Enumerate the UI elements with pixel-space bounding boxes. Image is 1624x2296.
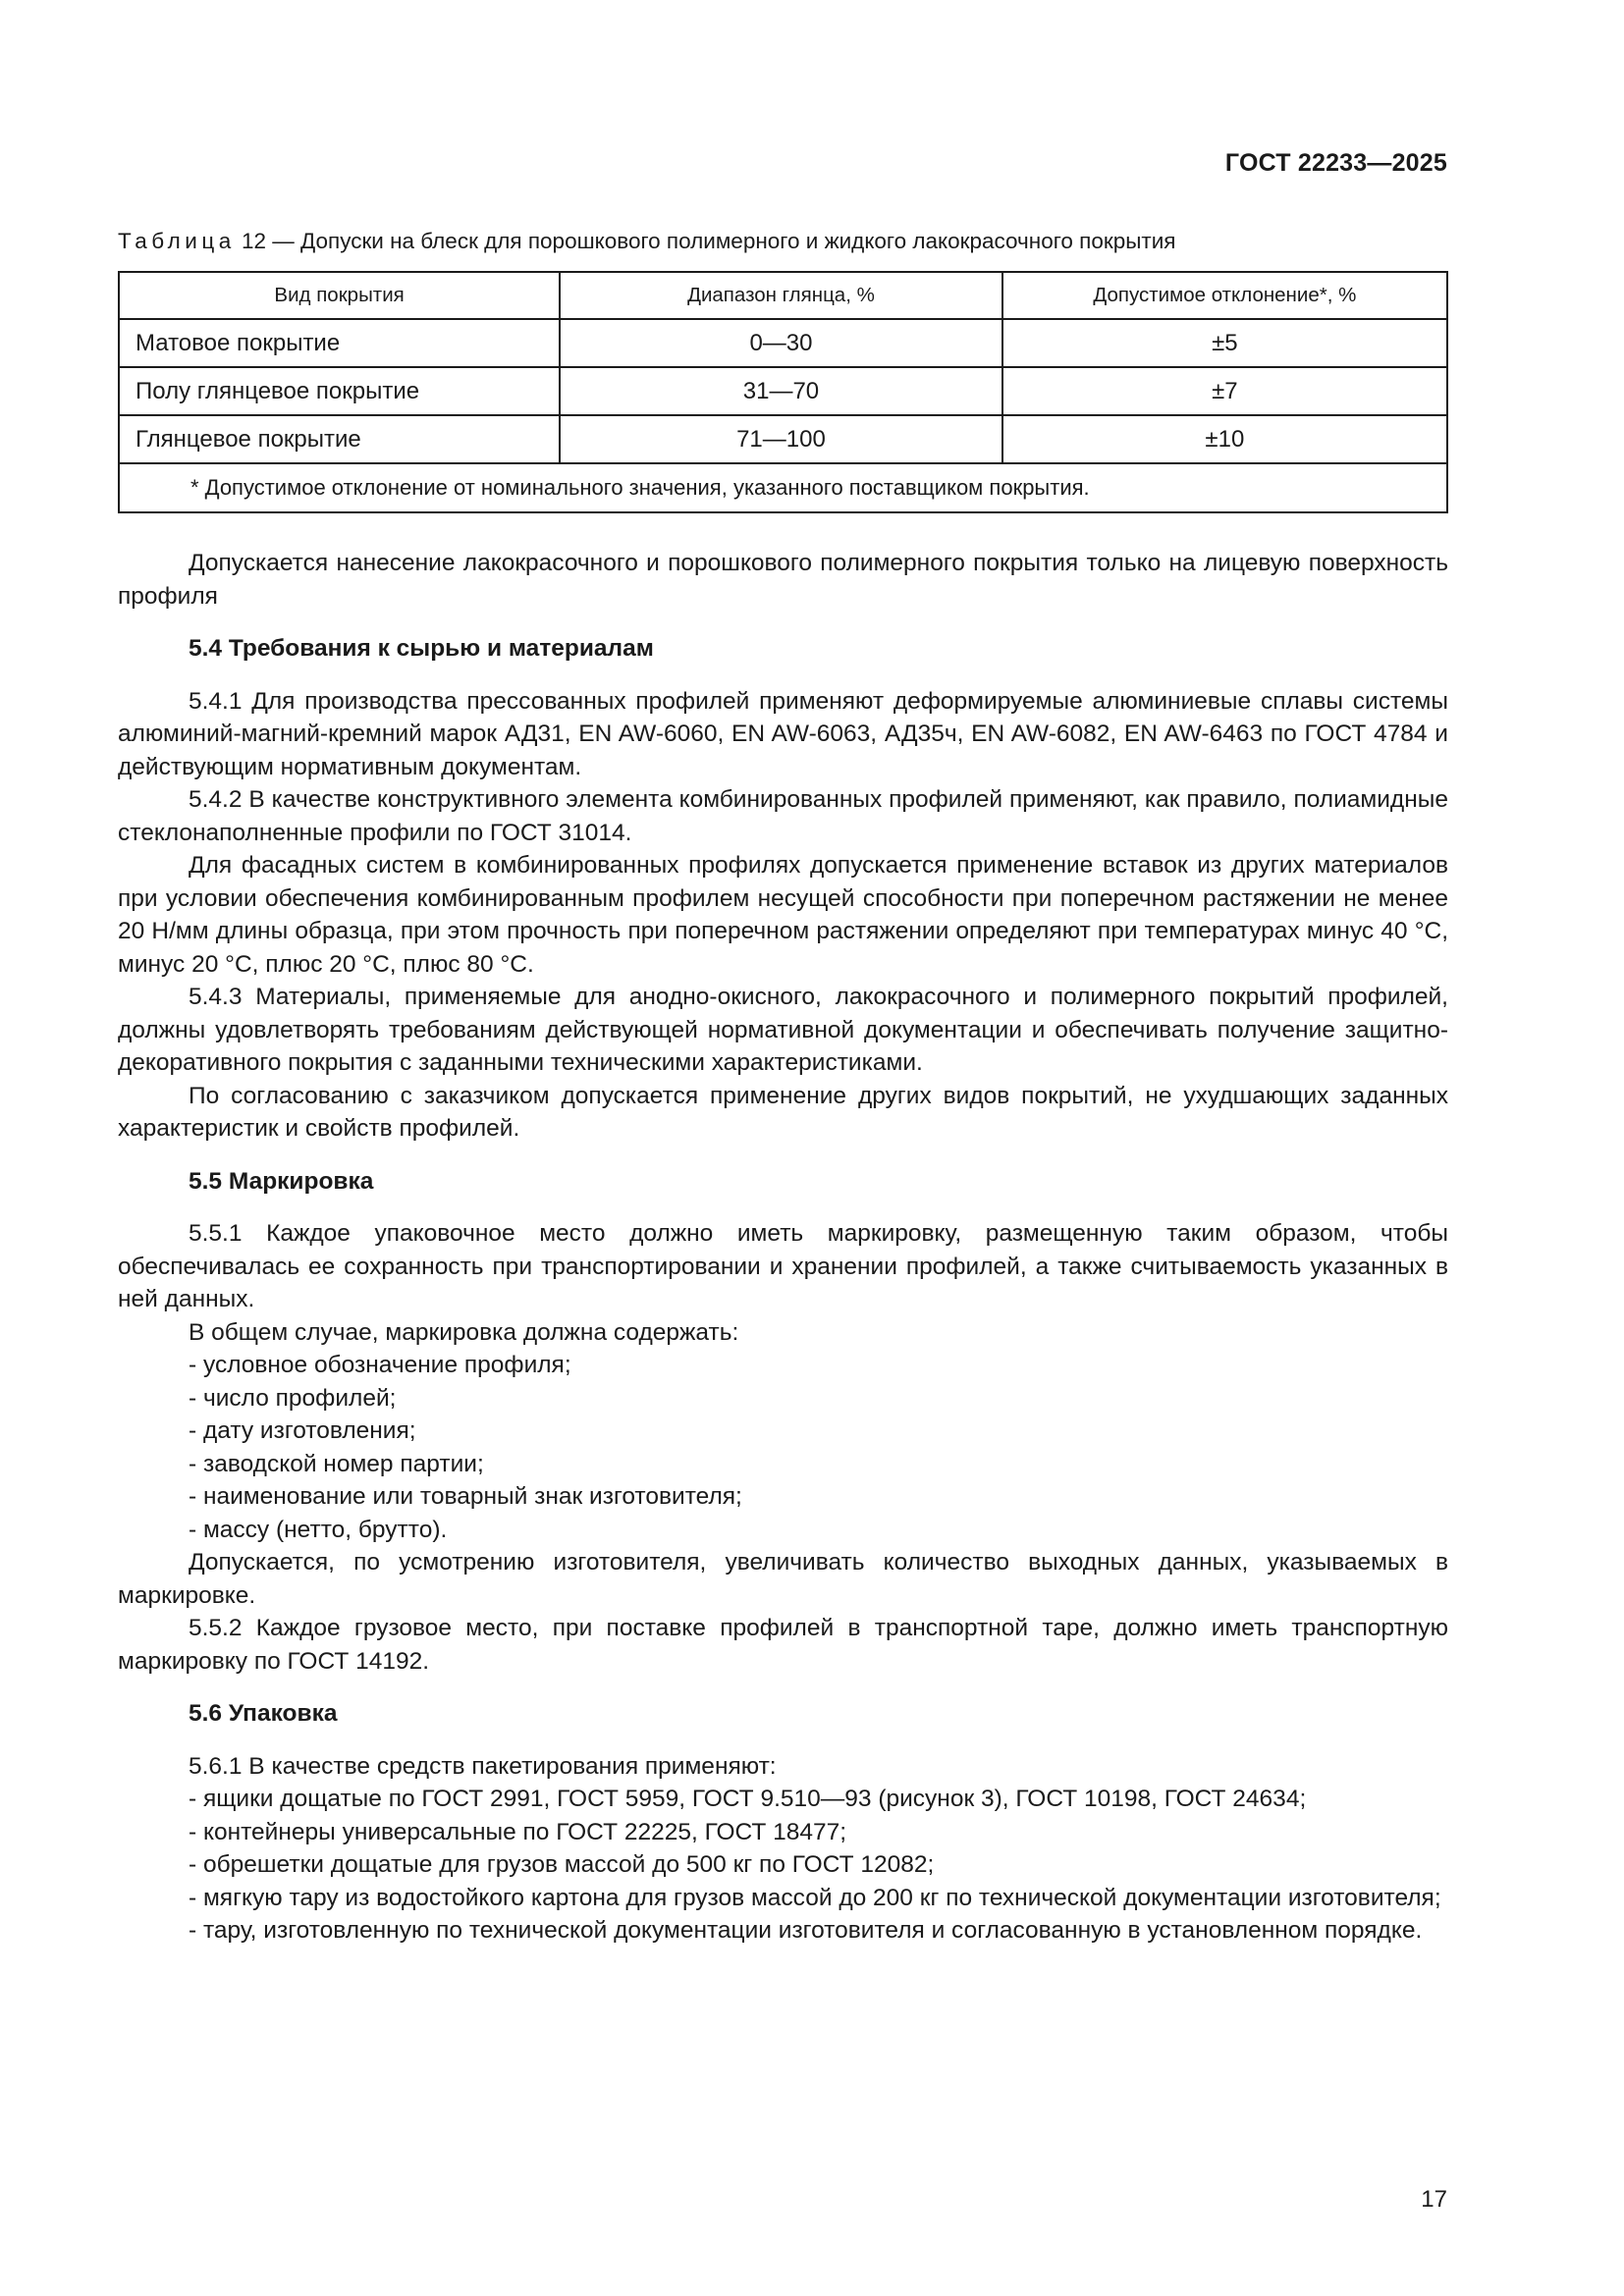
section-heading: 5.5 Маркировка <box>189 1167 374 1195</box>
list-item: - ящики дощатые по ГОСТ 2991, ГОСТ 5959, ГОСТ 9.510—93 (рисунок 3), ГОСТ 10198, ГОСТ 24634; <box>189 1786 1307 1812</box>
paragraph: Допускается нанесение лакокрасочного и порошкового полимерного покрытия только на лицевую поверхность профиля <box>118 550 1448 610</box>
section-heading: 5.4 Требования к сырью и материалам <box>189 635 654 662</box>
column-header: Диапазон глянца, % <box>560 272 1002 319</box>
list-item: - условное обозначение профиля; <box>189 1352 571 1378</box>
list-item: - тару, изготовленную по технической документации изготовителя и согласованную в установленном порядке. <box>189 1917 1423 1944</box>
page-number: 17 <box>1421 2186 1447 2213</box>
table-cell: 31—70 <box>560 367 1002 415</box>
paragraph: 5.5.1 Каждое упаковочное место должно иметь маркировку, размещенную таким образом, чтобы обеспечивалась ее сохранность при транспортировании и хранении профилей, а также считываемость указанных в ней данных. <box>118 1220 1448 1312</box>
table-footnote: * Допустимое отклонение от номинального значения, указанного поставщиком покрытия. <box>119 463 1447 512</box>
paragraph: 5.4.2 В качестве конструктивного элемента комбинированных профилей применяют, как правило, полиамидные стеклонаполненные профили по ГОСТ 31014. <box>118 786 1448 846</box>
table-row <box>119 319 1447 367</box>
document-body <box>118 547 1448 1948</box>
table-caption-prefix: Таблица <box>118 229 236 253</box>
list-item: - контейнеры универсальные по ГОСТ 22225, ГОСТ 18477; <box>189 1818 847 1845</box>
table-cell: ±5 <box>1002 319 1447 367</box>
column-header: Допустимое отклонение*, % <box>1002 272 1447 319</box>
table-cell: Глянцевое покрытие <box>119 415 560 463</box>
list-item: - обрешетки дощатые для грузов массой до 500 кг по ГОСТ 12082; <box>189 1851 935 1878</box>
table-caption <box>118 229 1175 254</box>
table-row <box>119 415 1447 463</box>
table-cell: Матовое покрытие <box>119 319 560 367</box>
table-header-row <box>119 272 1447 319</box>
paragraph: 5.4.1 Для производства прессованных профилей применяют деформируемые алюминиевые сплавы системы алюминий-магний-кремний марок АД31, EN AW-6060, EN AW-6063, АД35ч, EN AW-6082, EN AW-6463 по ГОСТ 4784 и действующим нормативным документам. <box>118 687 1448 780</box>
table-cell: ±7 <box>1002 367 1447 415</box>
list-item: - мягкую тару из водостойкого картона для грузов массой до 200 кг по технической документации изготовителя; <box>189 1884 1441 1911</box>
table-note-row <box>119 463 1447 512</box>
paragraph: Для фасадных систем в комбинированных профилях допускается применение вставок из других материалов при условии обеспечения комбинированным профилем несущей способности при поперечном растяжении не менее 20 Н/мм длины образца, при этом прочность при поперечном растяжении определяют при температурах минус 40 °С, минус 20 °С, плюс 20 °С, плюс 80 °С. <box>118 852 1448 978</box>
table-cell: Полу глянцевое покрытие <box>119 367 560 415</box>
list-item: - дату изготовления; <box>189 1417 416 1444</box>
table-cell: ±10 <box>1002 415 1447 463</box>
document-header: ГОСТ 22233—2025 <box>1224 149 1447 177</box>
paragraph: По согласованию с заказчиком допускается применение других видов покрытий, не ухудшающих заданных характеристик и свойств профилей. <box>118 1082 1448 1142</box>
table-caption-text: 12 — Допуски на блеск для порошкового полимерного и жидкого лакокрасочного покрытия <box>235 229 1176 253</box>
paragraph: 5.6.1 В качестве средств пакетирования применяют: <box>189 1752 777 1780</box>
table-cell: 71—100 <box>560 415 1002 463</box>
list-item: - наименование или товарный знак изготовителя; <box>189 1483 742 1510</box>
table-row <box>119 367 1447 415</box>
list-item: - заводской номер партии; <box>189 1450 484 1477</box>
gloss-tolerance-table <box>118 271 1448 513</box>
list-item: - массу (нетто, брутто). <box>189 1516 448 1543</box>
paragraph: Допускается, по усмотрению изготовителя, увеличивать количество выходных данных, указываемых в маркировке. <box>118 1549 1448 1609</box>
section-heading: 5.6 Упаковка <box>189 1700 338 1727</box>
paragraph: 5.4.3 Материалы, применяемые для анодно-окисного, лакокрасочного и полимерного покрытий профилей, должны удовлетворять требованиям действующей нормативной документации и обеспечивать получение защитно-декоративного покрытия с заданными техническими характеристиками. <box>118 984 1448 1076</box>
column-header: Вид покрытия <box>119 272 560 319</box>
list-item: - число профилей; <box>189 1384 397 1412</box>
table-cell: 0—30 <box>560 319 1002 367</box>
paragraph: В общем случае, маркировка должна содержать: <box>189 1318 739 1346</box>
paragraph: 5.5.2 Каждое грузовое место, при поставке профилей в транспортной таре, должно иметь транспортную маркировку по ГОСТ 14192. <box>118 1615 1448 1675</box>
